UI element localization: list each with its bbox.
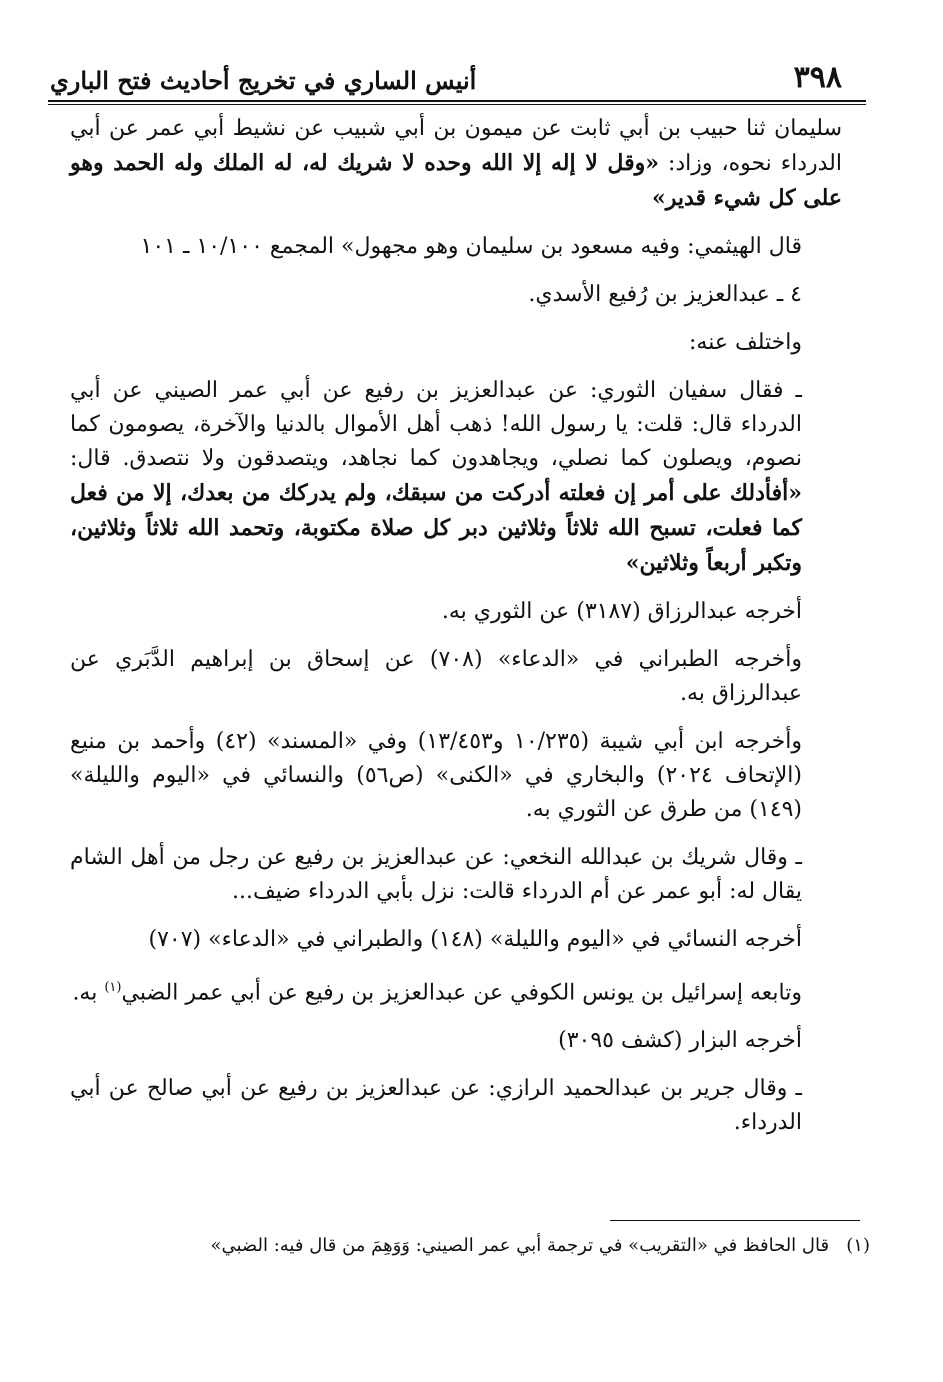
paragraph-text: واختلف عنه:: [689, 330, 802, 355]
paragraph-text: أخرجه عبدالرزاق (٣١٨٧) عن الثوري به.: [441, 599, 802, 624]
footnote-ref: (١): [104, 980, 122, 995]
footnote: [100, 1232, 870, 1260]
paragraph-text: وأخرجه الطبراني في «الدعاء» (٧٠٨) عن إسحاق بن إبراهيم الدَّبَري عن عبدالرزاق به.: [70, 647, 802, 706]
paragraph: [70, 374, 842, 581]
footnote-separator: [610, 1220, 860, 1221]
paragraph-text: ـ وقال جرير بن عبدالحميد الرازي: عن عبدالعزيز بن رفيع عن أبي صالح عن أبي الدرداء.: [70, 1076, 802, 1136]
paragraph: [70, 643, 842, 711]
paragraph: [70, 278, 842, 312]
page-number: ٣٩٨: [793, 60, 842, 95]
paragraph-text: أخرجه النسائي في «اليوم والليلة» (١٤٨) والطبراني في «الدعاء» (٧٠٧): [148, 927, 802, 952]
footnote-text: قال الحافظ في «التقريب» في ترجمة أبي عمر الصيني: وَوَهِمَ من قال فيه: الضبي»: [210, 1235, 830, 1256]
paragraph: [70, 112, 842, 216]
paragraph: [70, 971, 842, 1010]
main-text: [70, 112, 842, 1154]
paragraph-text: وتابعه إسرائيل بن يونس الكوفي عن عبدالعزيز بن رفيع عن أبي عمر الضبي: [121, 980, 802, 1006]
paragraph-text: وأخرجه ابن أبي شيبة (١٠/٢٣٥ و١٣/٤٥٣) وفي «المسند» (٤٢) وأحمد بن منيع (الإتحاف ٢٠٢٤) والبخاري في «الكنى» (ص٥٦) والنسائي في «اليوم والليلة» (١٤٩) من طرق عن الثوري به.: [70, 729, 802, 822]
paragraph: [70, 1072, 842, 1140]
footnote-marker: (١): [846, 1235, 870, 1256]
paragraph: [70, 230, 842, 264]
paragraph-text: ـ فقال سفيان الثوري: عن عبدالعزيز بن رفيع عن أبي عمر الصيني عن أبي الدرداء قال: قلت: يا رسول الله! ذهب أهل الأموال بالدنيا والآخرة، يصومون كما نصوم، ويصلون كما نصلي، ويجاهدون كما نجاهد، ويتصدقون ولا نتصدق. قال:: [70, 378, 802, 471]
paragraph-text: سليمان ثنا حبيب بن أبي ثابت عن ميمون بن أبي شبيب عن نشيط أبي عمر عن أبي الدرداء نحوه، وزاد:: [70, 116, 842, 176]
paragraph: [70, 725, 842, 827]
header-rule-thick: [48, 100, 866, 102]
page-header: [48, 58, 860, 102]
header-rule-thin: [48, 104, 866, 105]
paragraph: [70, 923, 842, 957]
paragraph-text: ـ وقال شريك بن عبدالله النخعي: عن عبدالعزيز بن رفيع عن رجل من أهل الشام يقال له: أبو عمر عن أم الدرداء قالت: نزل بأبي الدرداء ضيف...: [70, 845, 802, 904]
paragraph-text: قال الهيثمي: وفيه مسعود بن سليمان وهو مجهول» المجمع ١٠/١٠٠ ـ ١٠١: [140, 234, 802, 259]
paragraph: [70, 326, 842, 360]
hadith-text: «أفأدلك على أمر إن فعلته أدركت من سبقك، ولم يدركك من بعدك، إلا من فعل كما فعلت، تسبح الله ثلاثاً وثلاثين دبر كل صلاة مكتوبة، وتحمد الله ثلاثاً وثلاثين، وتكبر أربعاً وثلاثين»: [70, 480, 802, 576]
hadith-text: «وقل لا إله إلا الله وحده لا شريك له، له الملك وله الحمد وهو على كل شيء قدير»: [70, 150, 842, 211]
paragraph-text: أخرجه البزار (كشف ٣٠٩٥): [558, 1028, 802, 1054]
running-title: أنيس الساري في تخريج أحاديث فتح الباري: [50, 66, 477, 95]
paragraph-text: ٤ ـ عبدالعزيز بن رُفيع الأسدي.: [528, 282, 802, 307]
paragraph: [70, 841, 842, 909]
paragraph: [70, 595, 842, 629]
paragraph-text: به.: [72, 980, 105, 1006]
paragraph: [70, 1024, 842, 1058]
